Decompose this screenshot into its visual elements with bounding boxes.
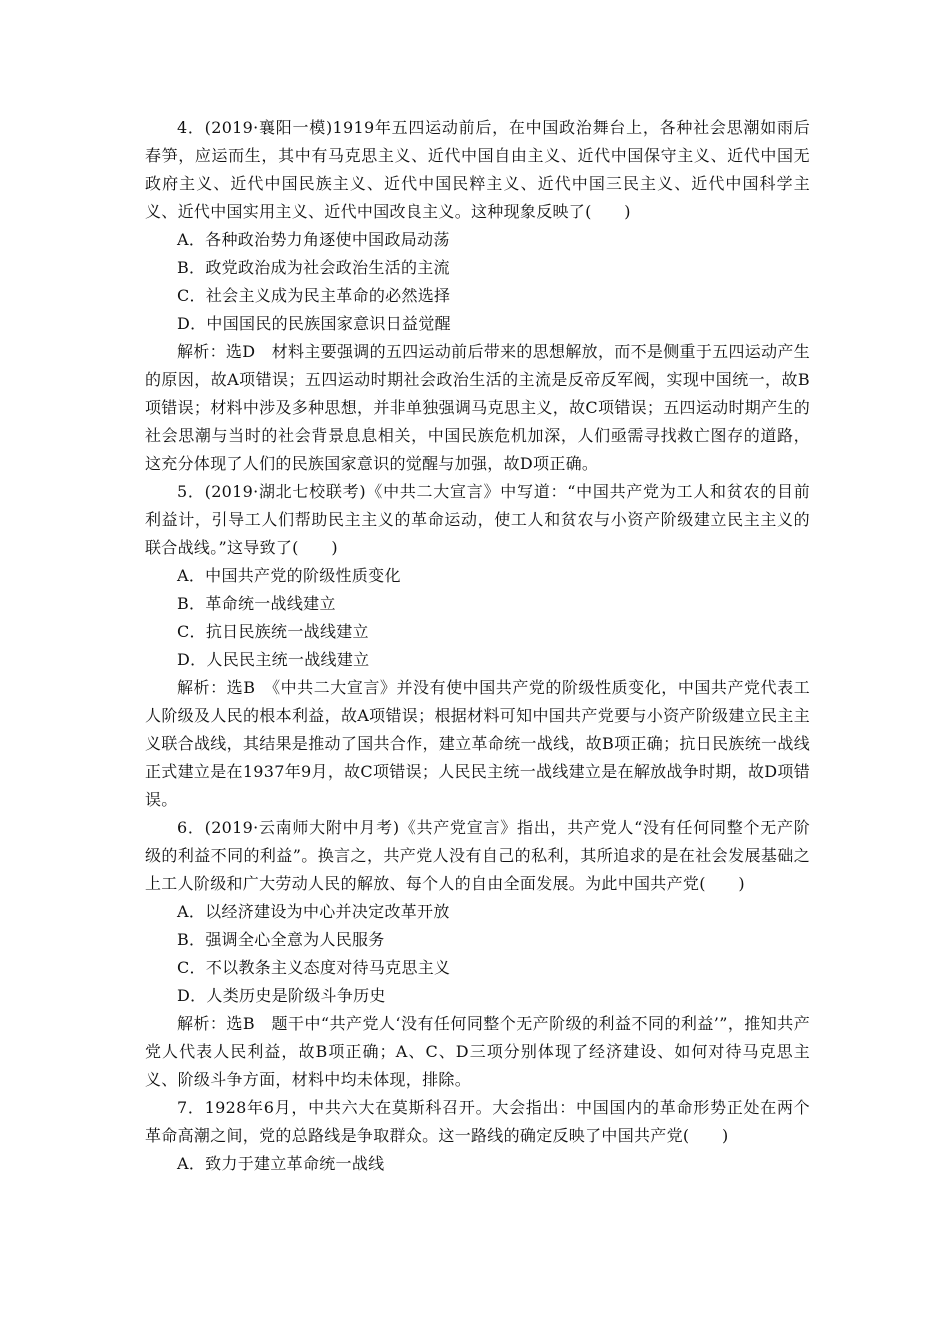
question-stem: 7．1928年6月，中共六大在莫斯科召开。大会指出：中国国内的革命形势正处在两个革命高潮之间，党的总路线是争取群众。这一路线的确定反映了中国共产党( ) <box>145 1098 810 1145</box>
question-stem: 5．(2019·湖北七校联考)《中共二大宣言》中写道：“中国共产党为工人和贫农的目前利益计，引导工人们帮助民主主义的革命运动，使工人和贫农与小资产阶级建立民主主义的联合战线。”这导致了( ) <box>145 482 810 557</box>
option-a: A．中国共产党的阶级性质变化 <box>177 566 401 585</box>
option-a: A．以经济建设为中心并决定改革开放 <box>177 902 450 921</box>
document-page <box>145 114 810 1178</box>
question-stem: 6．(2019·云南师大附中月考)《共产党宣言》指出，共产党人“没有任何同整个无产阶级的利益不同的利益”。换言之，共产党人没有自己的私利，其所追求的是在社会发展基础之上工人阶级和广大劳动人民的解放、每个人的自由全面发展。为此中国共产党( ) <box>145 818 810 893</box>
option-b: B．革命统一战线建立 <box>177 594 336 613</box>
question-stem: 4．(2019·襄阳一模)1919年五四运动前后，在中国政治舞台上，各种社会思潮如雨后春笋，应运而生，其中有马克思主义、近代中国自由主义、近代中国保守主义、近代中国无政府主义、近代中国民族主义、近代中国民粹主义、近代中国三民主义、近代中国科学主义、近代中国实用主义、近代中国改良主义。这种现象反映了( ) <box>145 118 810 221</box>
option-b: B．政党政治成为社会政治生活的主流 <box>177 258 450 277</box>
option-a: A．各种政治势力角逐使中国政局动荡 <box>177 230 450 249</box>
option-d: D．人民民主统一战线建立 <box>177 650 370 669</box>
option-d: D．人类历史是阶级斗争历史 <box>177 986 386 1005</box>
question-4 <box>145 114 810 478</box>
option-c: C．不以教条主义态度对待马克思主义 <box>177 958 451 977</box>
question-6 <box>145 814 810 1094</box>
option-d: D．中国国民的民族国家意识日益觉醒 <box>177 314 451 333</box>
option-b: B．强调全心全意为人民服务 <box>177 930 385 949</box>
question-7 <box>145 1094 810 1178</box>
question-5 <box>145 478 810 814</box>
option-a: A．致力于建立革命统一战线 <box>177 1154 385 1173</box>
option-c: C．社会主义成为民主革命的必然选择 <box>177 286 451 305</box>
analysis-text: 解析：选D 材料主要强调的五四运动前后带来的思想解放，而不是侧重于五四运动产生的原因，故A项错误；五四运动时期社会政治生活的主流是反帝反军阀，实现中国统一，故B项错误；材料中涉及多种思想，并非单独强调马克思主义，故C项错误；五四运动时期产生的社会思潮与当时的社会背景息息相关，中国民族危机加深，人们亟需寻找救亡图存的道路，这充分体现了人们的民族国家意识的觉醒与加强，故D项正确。 <box>145 342 810 473</box>
analysis-text: 解析：选B 题干中“共产党人‘没有任何同整个无产阶级的利益不同的利益’”，推知共产党人代表人民利益，故B项正确；A、C、D三项分别体现了经济建设、如何对待马克思主义、阶级斗争方面，材料中均未体现，排除。 <box>145 1014 810 1089</box>
option-c: C．抗日民族统一战线建立 <box>177 622 369 641</box>
analysis-text: 解析：选B 《中共二大宣言》并没有使中国共产党的阶级性质变化，中国共产党代表工人阶级及人民的根本利益，故A项错误；根据材料可知中国共产党要与小资产阶级建立民主主义联合战线，其结果是推动了国共合作，建立革命统一战线，故B项正确；抗日民族统一战线正式建立是在1937年9月，故C项错误；人民民主统一战线建立是在解放战争时期，故D项错误。 <box>145 678 810 809</box>
